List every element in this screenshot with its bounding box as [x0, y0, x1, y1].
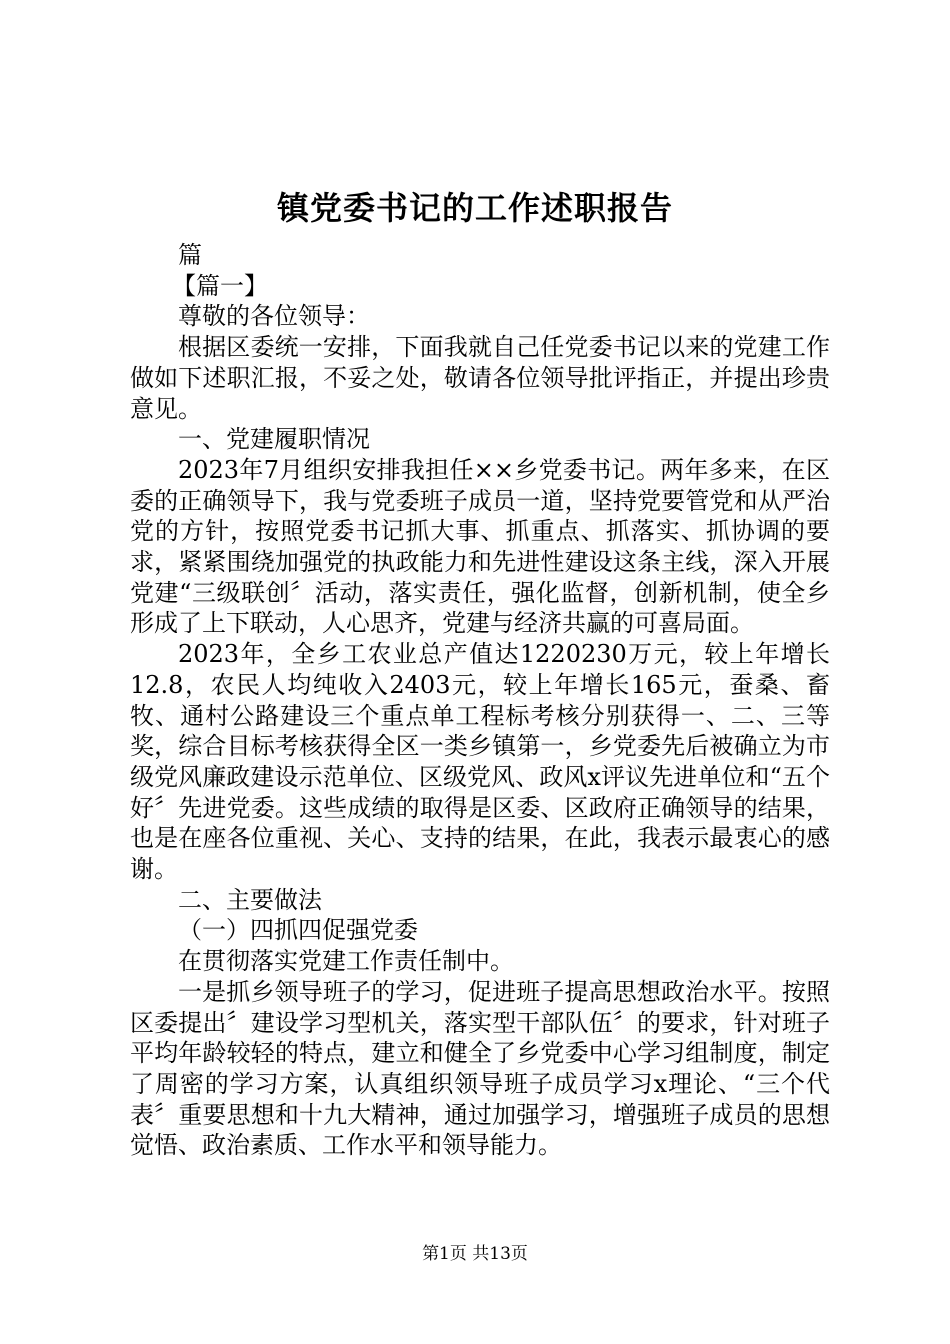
section-heading: 一、党建履职情况 — [178, 425, 370, 454]
paragraph: 尊敬的各位领导： — [178, 302, 370, 331]
paragraph: 在贯彻落实党建工作责任制中。 — [178, 947, 514, 976]
paragraph: 【篇一】 — [172, 271, 268, 300]
page-footer: 第1页 共13页 — [422, 1244, 528, 1264]
paragraph: 一是抓乡领导班子的学习，促进班子提高思想政治水平。按照区委提出〞建设学习型机关，落实型干部队伍〞的要求，针对班子平均年龄较轻的特点，建立和健全了乡党委中心学习组制度，制定了周密的学习方案，认真组织领导班子成员学习x理论、“三个代表〞重要思想和十九大精神，通过加强学习，增强班子成员的思想觉悟、政治素质、工作水平和领导能力。 — [130, 977, 830, 1160]
subsection-heading: （一）四抓四促强党委 — [178, 916, 418, 945]
document-title: 镇党委书记的工作述职报告 — [276, 189, 673, 227]
paragraph: 篇 — [178, 241, 202, 269]
paragraph: 根据区委统一安排，下面我就自己任党委书记以来的党建工作做如下述职汇报，不妥之处，敬请各位领导批评指正，并提出珍贵意见。 — [130, 333, 830, 423]
section-heading: 二、主要做法 — [178, 885, 322, 914]
paragraph: 2023年7月组织安排我担任××乡党委书记。两年多来，在区委的正确领导下，我与党委班子成员一道，坚持党要管党和从严治党的方针，按照党委书记抓大事、抓重点、抓落实、抓协调的要求，紧紧围绕加强党的执政能力和先进性建设这条主线，深入开展党建“三级联创〞活动，落实责任，强化监督，创新机制，使全乡形成了上下联动，人心思齐，党建与经济共赢的可喜局面。 — [130, 455, 830, 638]
document-body — [130, 240, 830, 1161]
paragraph: 2023年，全乡工农业总产值达1220230万元，较上年增长12.8，农民人均纯收入2403元，较上年增长165元，蚕桑、畜牧、通村公路建设三个重点单工程标考核分别获得一、二、三等奖，综合目标考核获得全区一类乡镇第一，乡党委先后被确立为市级党风廉政建设示范单位、区级党风、政风x评议先进单位和“五个好〞先进党委。这些成绩的取得是区委、区政府正确领导的结果，也是在座各位重视、关心、支持的结果，在此，我表示最衷心的感谢。 — [130, 640, 830, 884]
